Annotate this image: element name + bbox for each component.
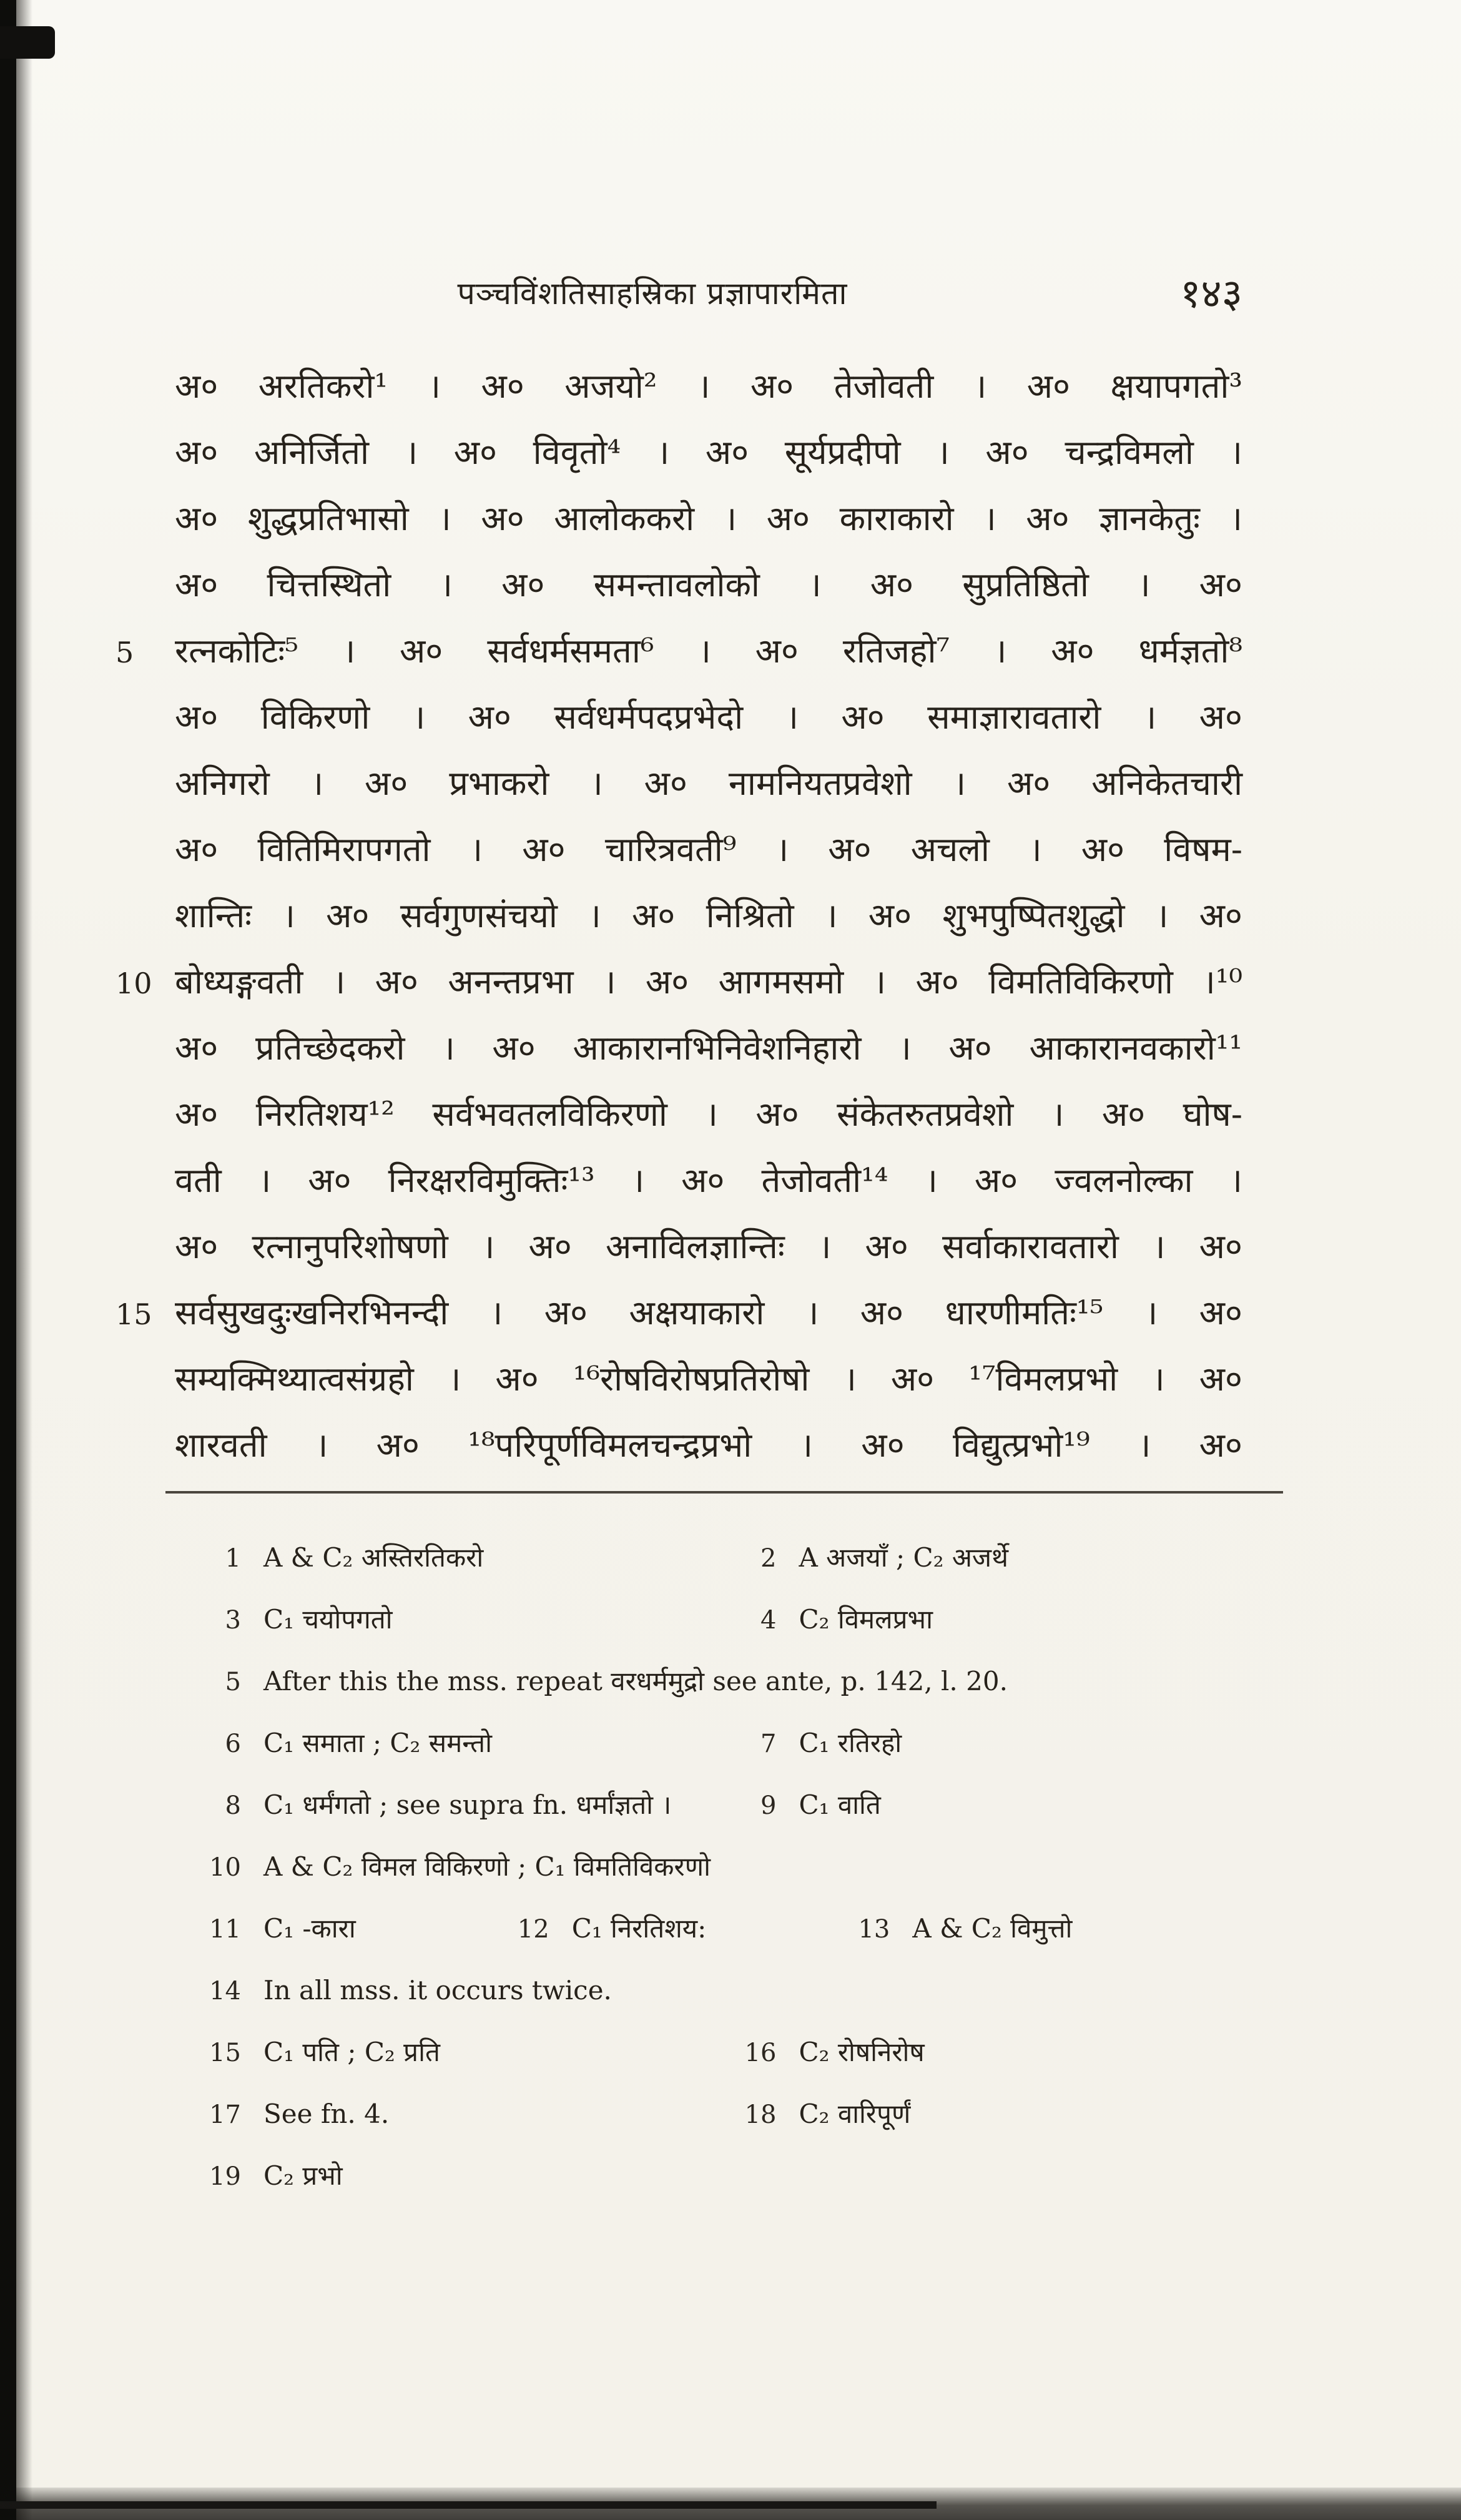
footnote-row: [206, 1836, 1277, 1898]
footnote-item: [742, 2084, 1277, 2145]
text-line: [116, 684, 1242, 751]
footnote-item: [855, 1898, 1277, 1960]
text-line: [116, 353, 1242, 420]
line-text: अ० प्रतिच्छेदकरो । अ० आकारानभिनिवेशनिहारो । अ० आकारानवकारो¹¹: [175, 1028, 1242, 1068]
text-line: [116, 420, 1242, 486]
footnote-number: 17: [209, 2100, 241, 2129]
footnote-text: In all mss. it occurs twice.: [263, 1975, 612, 2006]
footnote-number: 5: [225, 1668, 241, 1696]
footnote-text: C₁ निरतिशय:: [571, 1913, 707, 1944]
footnote-item: [742, 1774, 1277, 1836]
text-line: [116, 1412, 1242, 1479]
footnote-item: [742, 1527, 1277, 1589]
text-line: [116, 552, 1242, 618]
line-text: अ० अनिर्जितो । अ० विवृतो⁴ । अ० सूर्यप्रदीपो । अ० चन्द्रविमलो ।: [175, 433, 1242, 472]
footnote-row: [206, 1651, 1277, 1713]
footnote-row: [206, 2022, 1277, 2084]
line-text: शान्तिः । अ० सर्वगुणसंचयो । अ० निश्रितो । अ० शुभपुष्पितशुद्धो । अ०: [175, 896, 1242, 935]
text-line: [116, 883, 1242, 949]
footnote-number: 3: [225, 1606, 241, 1635]
line-text: शारवती । अ० ¹⁸परिपूर्णविमलचन्द्रप्रभो । अ० विद्युत्प्रभो¹⁹ । अ०: [175, 1425, 1242, 1465]
text-line: [116, 1148, 1242, 1214]
footnote-text: A & C₂ विमल विकिरणो ; C₁ विमतिविकरणो: [263, 1851, 711, 1882]
line-text: अ० विकिरणो । अ० सर्वधर्मपदप्रभेदो । अ० समाज्ञारावतारो । अ०: [175, 697, 1242, 737]
footnote-text: C₂ विमलप्रभा: [799, 1604, 933, 1635]
footnote-number: 1: [225, 1544, 241, 1573]
footnote-item: [206, 1589, 742, 1651]
footnote-number: 18: [744, 2100, 777, 2129]
footnote-number: 10: [209, 1853, 241, 1882]
line-text: वती । अ० निरक्षरविमुक्तिः¹³ । अ० तेजोवती¹⁴ । अ० ज्वलनोल्का ।: [175, 1161, 1242, 1200]
text-line: [116, 751, 1242, 817]
footnote-text: C₂ वारिपूर्णं: [799, 2099, 911, 2129]
footnote-text: A अजयाँ ; C₂ अजर्थे: [799, 1542, 1008, 1573]
footnote-separator-rule: [165, 1491, 1283, 1494]
text-line: [116, 949, 1242, 1015]
scan-edge-left-shadow: [16, 0, 32, 2520]
footnote-item: [206, 1713, 742, 1774]
footnote-item: [206, 1527, 742, 1589]
line-text: सर्वसुखदुःखनिरभिनन्दी । अ० अक्षयाकारो । अ० धारणीमतिः¹⁵ । अ०: [175, 1293, 1242, 1332]
text-line: [116, 1015, 1242, 1081]
footnote-text: A & C₂ अस्तिरतिकरो: [263, 1542, 484, 1573]
page-header: [175, 265, 1242, 321]
line-text: अ० अरतिकरो¹ । अ० अजयो² । अ० तेजोवती । अ० क्षयापगतो³: [175, 367, 1242, 406]
footnote-text: C₂ प्रभो: [263, 2160, 343, 2191]
footnote-number: 9: [760, 1791, 777, 1820]
line-text: अ० रत्नानुपरिशोषणो । अ० अनाविलज्ञान्तिः । अ० सर्वाकारावतारो । अ०: [175, 1227, 1242, 1266]
text-line: [116, 817, 1242, 883]
footnote-number: 19: [209, 2162, 241, 2191]
footnote-item: [206, 2084, 742, 2145]
margin-line-number: 10: [116, 967, 152, 1000]
footnote-item: [206, 1651, 1277, 1713]
text-line: [116, 486, 1242, 552]
footnote-item: [206, 2145, 1277, 2207]
footnote-row: [206, 1527, 1277, 1589]
footnote-item: [206, 1960, 1277, 2022]
footnote-text: C₁ -कारा: [263, 1913, 356, 1944]
footnote-item: [742, 2022, 1277, 2084]
footnote-number: 14: [209, 1977, 241, 2006]
margin-line-number: 15: [116, 1297, 152, 1331]
line-text: सम्यक्मिथ्यात्वसंग्रहो । अ० ¹⁶रोषविरोषप्रतिरोषो । अ० ¹⁷विमलप्रभो । अ०: [175, 1359, 1242, 1399]
footnote-row: [206, 1774, 1277, 1836]
footnote-text: C₁ चयोपगतो: [263, 1604, 393, 1635]
line-text: अ० चित्तस्थितो । अ० समन्तावलोको । अ० सुप्रतिष्ठितो । अ०: [175, 565, 1242, 604]
footnote-number: 2: [760, 1544, 777, 1573]
footnote-number: 4: [760, 1606, 777, 1635]
footnote-item: [742, 1713, 1277, 1774]
footnote-number: 12: [517, 1915, 549, 1944]
footnote-row: [206, 1898, 1277, 1960]
footnote-row: [206, 2084, 1277, 2145]
footnote-number: 15: [209, 2039, 241, 2067]
text-line: [116, 1346, 1242, 1412]
line-text: अनिगरो । अ० प्रभाकरो । अ० नामनियतप्रवेशो । अ० अनिकेतचारी: [175, 764, 1242, 803]
footnote-text: After this the mss. repeat वरधर्ममुद्रो see ante, p. 142, l. 20.: [263, 1666, 1008, 1696]
footnotes: [206, 1527, 1277, 2207]
line-text: अ० शुद्धप्रतिभासो । अ० आलोककरो । अ० काराकारो । अ० ज्ञानकेतुः ।: [175, 499, 1242, 538]
page-title: पञ्चविंशतिसाहस्रिका प्रज्ञापारमिता: [457, 275, 848, 312]
footnote-item: [206, 2022, 742, 2084]
footnote-row: [206, 1713, 1277, 1774]
footnote-item: [206, 1774, 742, 1836]
footnote-row: [206, 2145, 1277, 2207]
body-text: [116, 353, 1242, 1479]
footnote-text: A & C₂ विमुत्तो: [912, 1913, 1073, 1944]
footnote-text: C₂ रोषनिरोष: [799, 2037, 925, 2067]
footnote-text: C₁ समाता ; C₂ समन्तो: [263, 1728, 492, 1758]
text-line: [116, 618, 1242, 684]
line-text: अ० निरतिशय¹² सर्वभवतलविकिरणो । अ० संकेतरुतप्रवेशो । अ० घोष-: [175, 1095, 1242, 1134]
line-text: रत्नकोटिः⁵ । अ० सर्वधर्मसमता⁶ । अ० रतिजहो⁷ । अ० धर्मज्ञतो⁸: [175, 631, 1242, 671]
text-line: [116, 1214, 1242, 1280]
page-number: १४३: [1180, 271, 1242, 317]
text-line: [116, 1280, 1242, 1346]
footnote-item: [514, 1898, 855, 1960]
footnote-row: [206, 1960, 1277, 2022]
line-text: बोध्यङ्गवती । अ० अनन्तप्रभा । अ० आगमसमो । अ० विमतिविकिरणो ।¹⁰: [175, 962, 1242, 1002]
scan-edge-left: [0, 0, 16, 2520]
footnote-number: 11: [209, 1915, 241, 1944]
footnote-text: C₁ वाति: [799, 1789, 881, 1820]
footnote-number: 13: [858, 1915, 890, 1944]
footnote-number: 8: [225, 1791, 241, 1820]
footnote-text: C₁ रतिरहो: [799, 1728, 902, 1758]
footnote-text: C₁ पति ; C₂ प्रति: [263, 2037, 440, 2067]
scan-edge-bottom-line: [0, 2501, 937, 2509]
footnote-item: [742, 1589, 1277, 1651]
footnote-text: C₁ धर्मंगतो ; see supra fn. धर्मांज्ञतो ।: [263, 1789, 672, 1820]
line-text: अ० वितिमिरापगतो । अ० चारित्रवती⁹ । अ० अचलो । अ० विषम-: [175, 830, 1242, 869]
margin-line-number: 5: [116, 636, 134, 669]
footnote-number: 6: [225, 1730, 241, 1758]
footnote-item: [206, 1836, 1277, 1898]
scan-mark-top-left: [0, 26, 55, 59]
footnote-text: See fn. 4.: [263, 2099, 390, 2129]
footnote-number: 7: [760, 1730, 777, 1758]
footnote-number: 16: [744, 2039, 777, 2067]
footnote-item: [206, 1898, 514, 1960]
footnote-row: [206, 1589, 1277, 1651]
text-line: [116, 1081, 1242, 1148]
